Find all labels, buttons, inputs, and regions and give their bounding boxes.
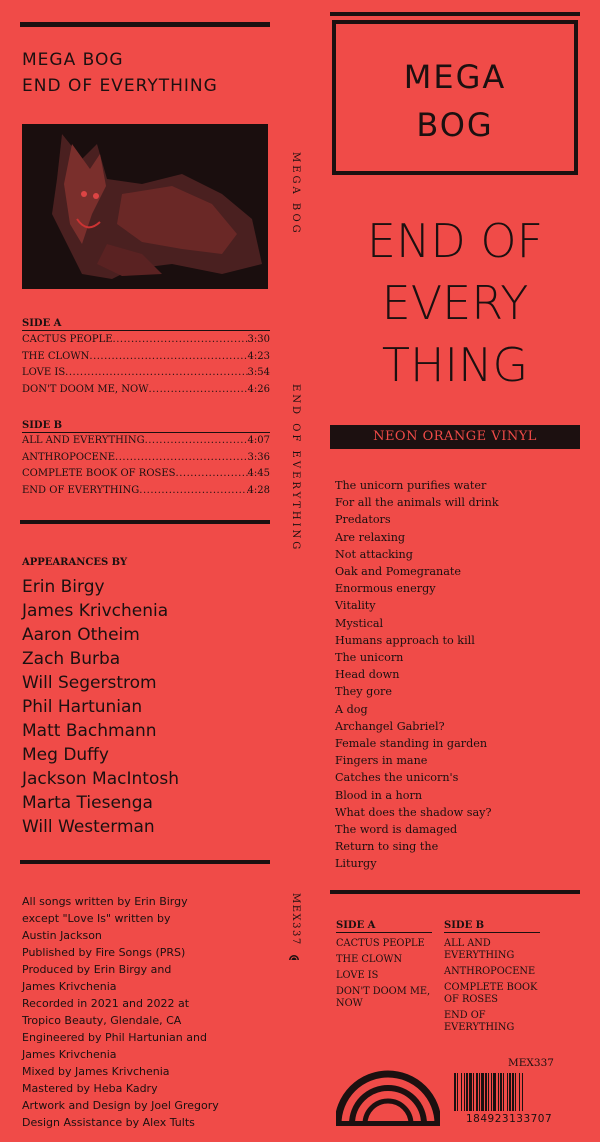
- lyric-line: For all the animals will drink: [335, 496, 499, 510]
- credit-line: except "Love Is" written by: [22, 912, 171, 925]
- credit-line: Austin Jackson: [22, 929, 102, 942]
- credit-line: Produced by Erin Birgy and: [22, 963, 172, 976]
- appearance-name: Phil Hartunian: [22, 697, 143, 717]
- lyric-line: Vitality: [335, 599, 376, 613]
- right-side-b: [444, 920, 540, 1038]
- lyric-line: The unicorn: [335, 651, 404, 665]
- lyric-line: The word is damaged: [335, 823, 458, 837]
- appearance-name: James Krivchenia: [22, 601, 169, 621]
- right-side-b-track: ALL AND EVERYTHING: [444, 938, 515, 961]
- side-b-tracklist: [22, 433, 270, 499]
- right-side-b-heading: SIDE B: [444, 920, 540, 933]
- lyric-line: The unicorn purifies water: [335, 479, 487, 492]
- creature-illustration: [22, 124, 268, 289]
- track-row: LOVE IS ..... 3:54: [22, 365, 270, 382]
- bottom-rule-right: [330, 890, 580, 894]
- credit-line: Artwork and Design by Joel Gregory: [22, 1099, 219, 1112]
- right-side-a-track: LOVE IS: [336, 970, 379, 981]
- spine-catalog: MEX337: [290, 893, 301, 946]
- credit-line: Mastered by Heba Kadry: [22, 1082, 158, 1095]
- appearance-name: Matt Bachmann: [22, 721, 157, 741]
- album-title-line: THING: [381, 338, 529, 392]
- barcode-icon: [452, 1073, 578, 1116]
- lyric-line: They gore: [335, 685, 393, 699]
- appearance-name: Will Segerstrom: [22, 673, 157, 693]
- lyric-line: A dog: [335, 702, 368, 716]
- lyric-line: Return to sing the: [335, 840, 439, 854]
- lyric-line: Liturgy: [335, 857, 377, 871]
- lyric-line: Oak and Pomegranate: [335, 565, 461, 579]
- lyric-line: What does the shadow say?: [335, 805, 492, 819]
- appearance-name: Will Westerman: [22, 817, 155, 837]
- lyric-line: Head down: [335, 668, 400, 682]
- mid-rule-left-2: [20, 860, 270, 864]
- right-side-a-track: THE CLOWN: [336, 954, 403, 965]
- credit-line: Design Assistance by Alex Tults: [22, 1116, 195, 1129]
- appearance-name: Meg Duffy: [22, 745, 109, 765]
- track-row: COMPLETE BOOK OF ROSES ..... 4:45: [22, 466, 270, 483]
- left-side-b-heading: SIDE B: [22, 420, 63, 431]
- lyric-line: Humans approach to kill: [335, 633, 475, 647]
- track-row: ANTHROPOCENE ..... 3:36: [22, 450, 270, 467]
- barcode-number: 184923133707: [466, 1113, 553, 1125]
- side-a-tracklist: [22, 332, 270, 398]
- credit-line: Mixed by James Krivchenia: [22, 1065, 170, 1078]
- spine-artist: MEGA BOG: [290, 152, 301, 236]
- album-title-line: EVERY: [381, 276, 529, 330]
- left-album: END OF EVERYTHING: [22, 76, 218, 96]
- left-artist: MEGA BOG: [22, 50, 124, 70]
- artist-box-line2: BOG: [416, 106, 494, 144]
- lyric-line: Predators: [335, 513, 391, 527]
- artist-box: [332, 20, 578, 175]
- lyric-line: Blood in a horn: [335, 788, 423, 802]
- vinyl-variant-label: [330, 425, 580, 449]
- lyric-line: Are relaxing: [335, 530, 406, 544]
- spine-album: END OF EVERYTHING: [290, 384, 301, 553]
- left-side-a-heading: SIDE A: [22, 318, 62, 329]
- track-row: DON'T DOOM ME, NOW ..... 4:26: [22, 382, 270, 399]
- track-row: THE CLOWN ..... 4:23: [22, 349, 270, 366]
- credit-line: Tropico Beauty, Glendale, CA: [22, 1014, 182, 1027]
- top-rule-left: [20, 22, 270, 27]
- appearances-heading: APPEARANCES BY: [22, 557, 128, 568]
- side-a-rule: [22, 330, 270, 331]
- lyric-line: Enormous energy: [335, 582, 436, 596]
- credit-line: James Krivchenia: [22, 980, 117, 993]
- label-logo-icon: [336, 1068, 440, 1131]
- spine-logo-icon: [288, 948, 300, 966]
- track-row: ALL AND EVERYTHING ..... 4:07: [22, 433, 270, 450]
- cover-artwork: [22, 124, 268, 289]
- right-side-b-track: COMPLETE BOOK OF ROSES: [444, 982, 538, 1005]
- lyric-line: Archangel Gabriel?: [335, 719, 445, 733]
- appearance-name: Zach Burba: [22, 649, 121, 669]
- lyric-line: Female standing in garden: [335, 737, 488, 751]
- lyrics-block: [335, 477, 499, 873]
- credit-line: Published by Fire Songs (PRS): [22, 946, 186, 959]
- album-title-line: END OF: [366, 214, 544, 268]
- track-row: END OF EVERYTHING ..... 4:28: [22, 483, 270, 500]
- credit-line: Engineered by Phil Hartunian and: [22, 1031, 207, 1044]
- right-side-a-track: DON'T DOOM ME, NOW: [336, 986, 431, 1009]
- artist-box-line1: MEGA: [403, 58, 507, 96]
- track-row: CACTUS PEOPLE ..... 3:30: [22, 332, 270, 349]
- lyric-line: Not attacking: [335, 547, 413, 561]
- right-side-a: [336, 920, 432, 1014]
- credit-line: James Krivchenia: [22, 1048, 117, 1061]
- top-rule-right: [330, 12, 580, 16]
- credits-block: [22, 893, 219, 1131]
- lyric-line: Catches the unicorn's: [335, 771, 459, 785]
- vinyl-variant-text: NEON ORANGE VINYL: [373, 429, 537, 444]
- appearances-list: [22, 575, 179, 839]
- lyric-line: Fingers in mane: [335, 754, 428, 768]
- barcode-catalog: MEX337: [508, 1057, 554, 1069]
- album-title: [330, 210, 580, 396]
- mid-rule-left-1: [20, 520, 270, 524]
- right-side-b-track: ANTHROPOCENE: [444, 966, 536, 977]
- right-side-a-track: CACTUS PEOPLE: [336, 938, 425, 949]
- appearance-name: Aaron Otheim: [22, 625, 140, 645]
- appearance-name: Marta Tiesenga: [22, 793, 153, 813]
- credit-line: Recorded in 2021 and 2022 at: [22, 997, 190, 1010]
- credit-line: All songs written by Erin Birgy: [22, 895, 188, 908]
- right-side-b-track: END OF EVERYTHING: [444, 1010, 515, 1033]
- right-side-a-heading: SIDE A: [336, 920, 432, 933]
- appearance-name: Erin Birgy: [22, 577, 105, 597]
- appearance-name: Jackson MacIntosh: [22, 769, 179, 789]
- lyric-line: Mystical: [335, 616, 384, 630]
